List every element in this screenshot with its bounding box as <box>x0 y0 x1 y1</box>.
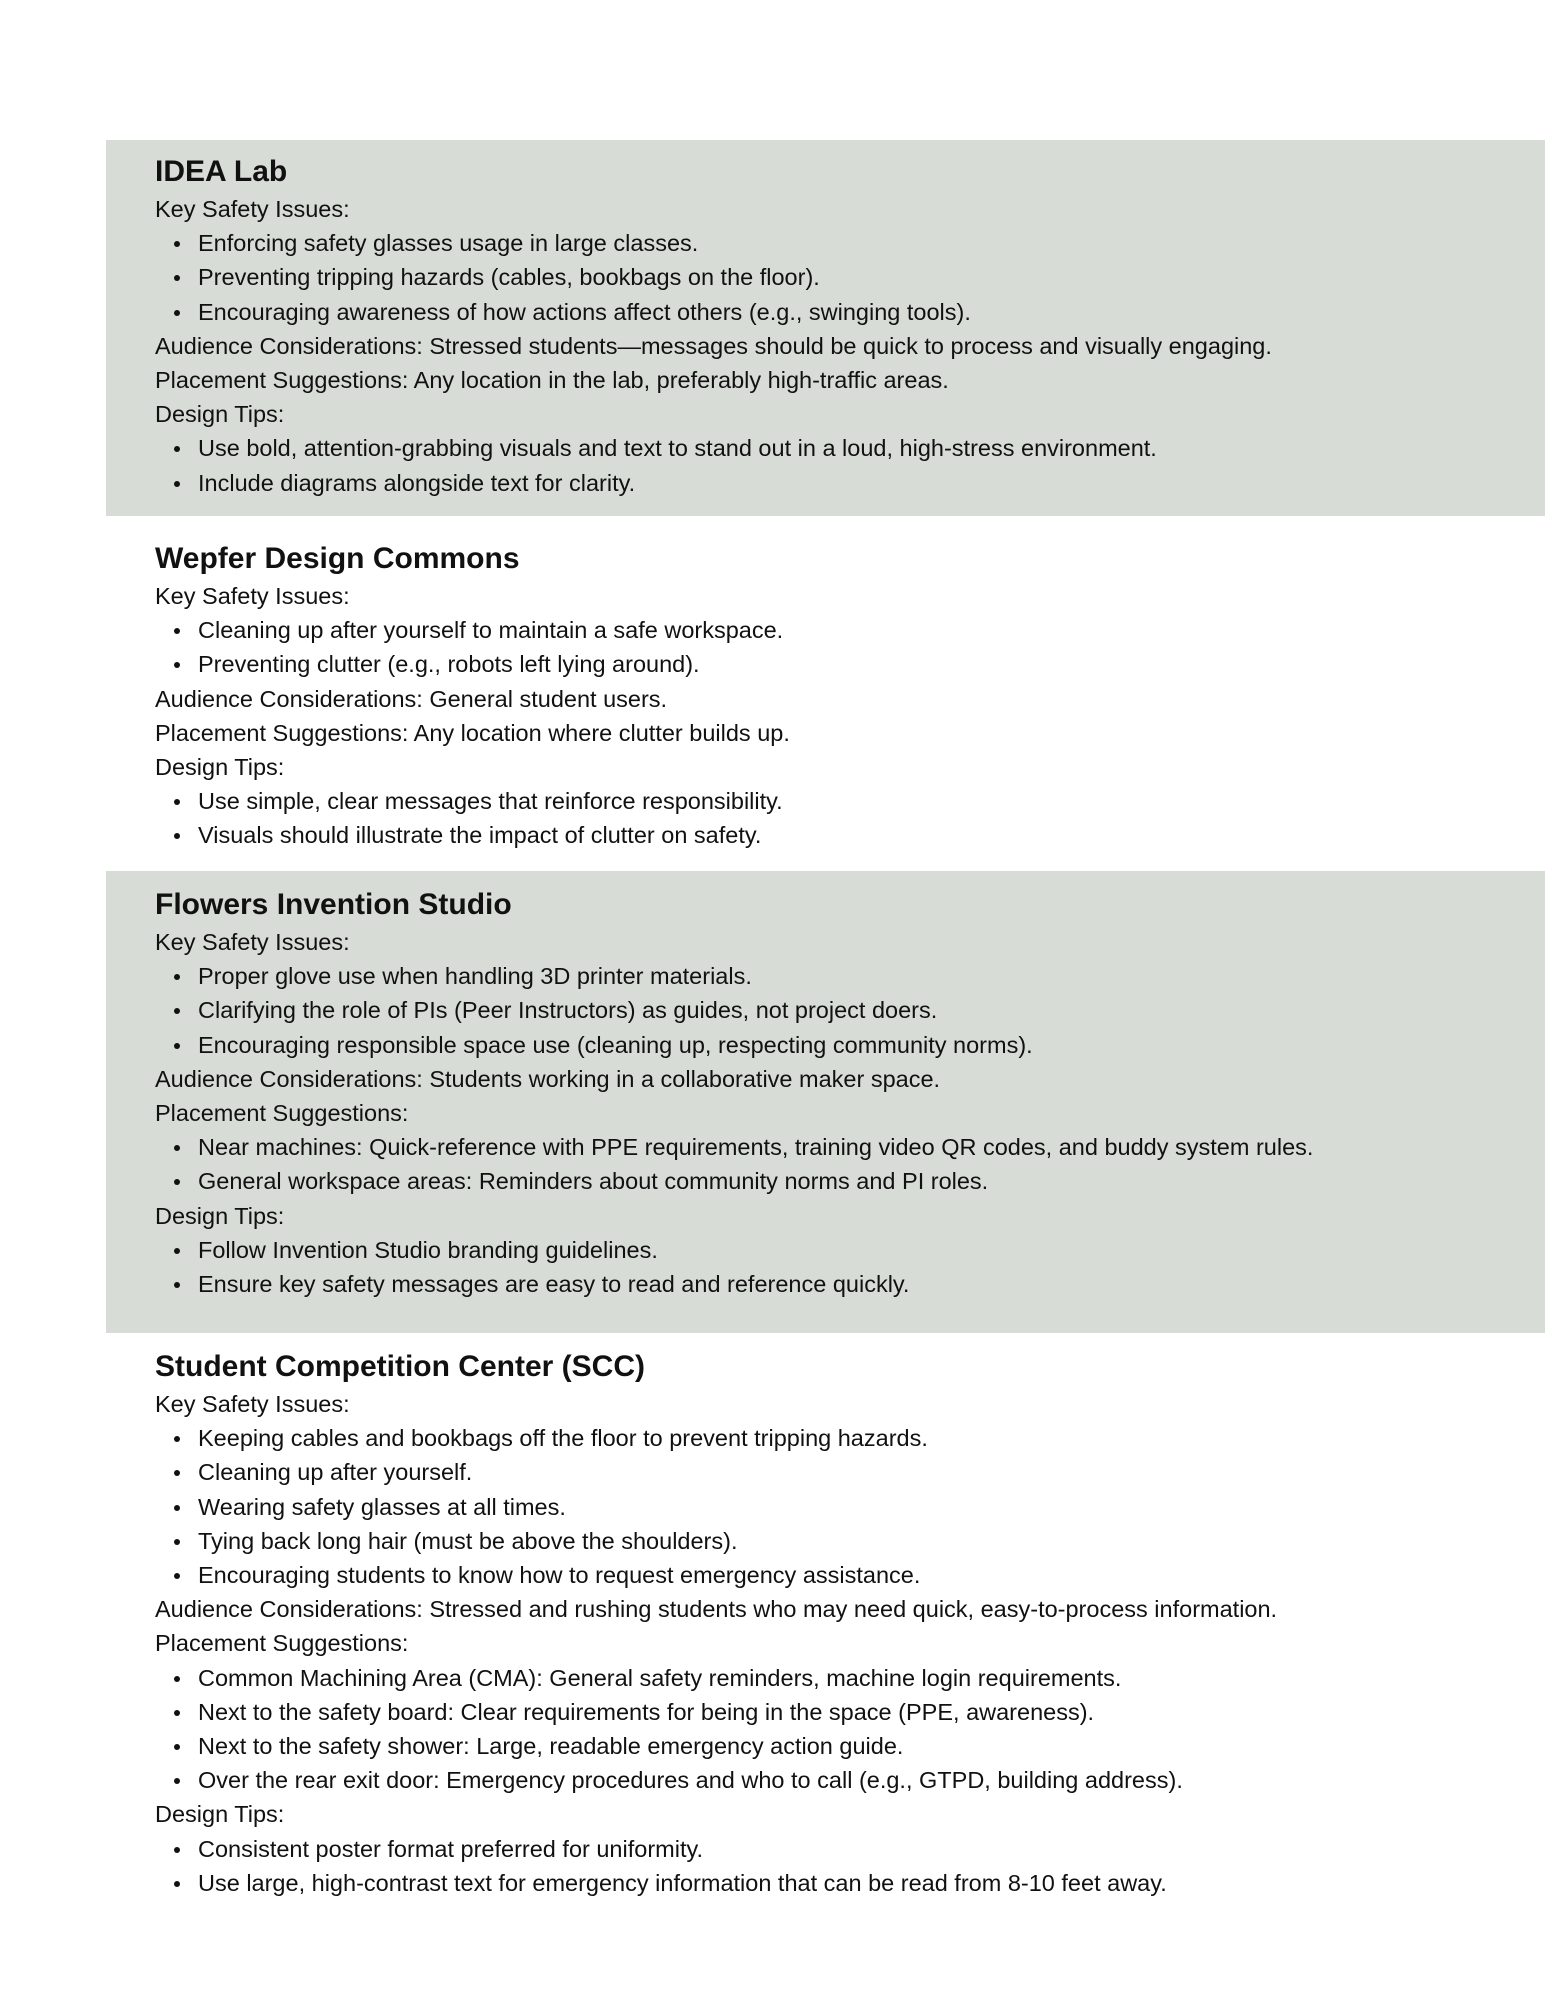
list-item: Visuals should illustrate the impact of clutter on safety. <box>155 818 1545 852</box>
list-item: Ensure key safety messages are easy to read and reference quickly. <box>155 1267 1545 1301</box>
audience-considerations: Audience Considerations: Stressed students—messages should be quick to process and visually engaging. <box>155 332 1272 359</box>
key-safety-list <box>155 613 1545 681</box>
list-item: Use bold, attention-grabbing visuals and text to stand out in a loud, high-stress environment. <box>155 431 1545 465</box>
section-title: Flowers Invention Studio <box>155 888 512 921</box>
list-item: General workspace areas: Reminders about community norms and PI roles. <box>155 1164 1545 1198</box>
list-item: Encouraging responsible space use (cleaning up, respecting community norms). <box>155 1028 1545 1062</box>
key-safety-label: Key Safety Issues: <box>155 583 350 609</box>
key-safety-list <box>155 959 1545 1062</box>
list-item: Proper glove use when handling 3D printer materials. <box>155 959 1545 993</box>
placement-suggestions-list <box>155 1130 1545 1198</box>
section-idea-lab <box>106 140 1545 516</box>
design-tips-label: Design Tips: <box>155 401 285 428</box>
list-item: Preventing clutter (e.g., robots left lying around). <box>155 647 1545 681</box>
list-item: Tying back long hair (must be above the shoulders). <box>155 1524 1545 1558</box>
design-tips-list <box>155 431 1545 499</box>
section-student-competition-center <box>106 1333 1545 1913</box>
audience-considerations: Audience Considerations: Stressed and rushing students who may need quick, easy-to-process information. <box>155 1596 1278 1623</box>
list-item: Next to the safety board: Clear requirements for being in the space (PPE, awareness). <box>155 1695 1545 1729</box>
list-item: Enforcing safety glasses usage in large classes. <box>155 226 1545 260</box>
list-item: Preventing tripping hazards (cables, bookbags on the floor). <box>155 260 1545 294</box>
key-safety-label: Key Safety Issues: <box>155 196 350 222</box>
placement-suggestions: Placement Suggestions: Any location in the lab, preferably high-traffic areas. <box>155 367 949 394</box>
audience-considerations: Audience Considerations: General student users. <box>155 685 668 712</box>
list-item: Follow Invention Studio branding guidelines. <box>155 1233 1545 1267</box>
placement-suggestions-label: Placement Suggestions: <box>155 1630 409 1657</box>
section-title: IDEA Lab <box>155 155 288 188</box>
list-item: Include diagrams alongside text for clarity. <box>155 466 1545 500</box>
list-item: Near machines: Quick-reference with PPE requirements, training video QR codes, and buddy system rules. <box>155 1130 1545 1164</box>
list-item: Over the rear exit door: Emergency procedures and who to call (e.g., GTPD, building address). <box>155 1763 1545 1797</box>
section-flowers-invention-studio <box>106 871 1545 1333</box>
list-item: Common Machining Area (CMA): General safety reminders, machine login requirements. <box>155 1661 1545 1695</box>
section-title: Wepfer Design Commons <box>155 542 520 575</box>
list-item: Use large, high-contrast text for emergency information that can be read from 8-10 feet away. <box>155 1866 1545 1900</box>
list-item: Consistent poster format preferred for uniformity. <box>155 1832 1545 1866</box>
list-item: Keeping cables and bookbags off the floor to prevent tripping hazards. <box>155 1421 1545 1455</box>
list-item: Clarifying the role of PIs (Peer Instructors) as guides, not project doers. <box>155 993 1545 1027</box>
audience-considerations: Audience Considerations: Students working in a collaborative maker space. <box>155 1065 941 1092</box>
design-tips-label: Design Tips: <box>155 1801 285 1828</box>
key-safety-label: Key Safety Issues: <box>155 1391 350 1417</box>
key-safety-list <box>155 1421 1545 1592</box>
list-item: Cleaning up after yourself to maintain a safe workspace. <box>155 613 1545 647</box>
design-tips-label: Design Tips: <box>155 754 285 781</box>
list-item: Use simple, clear messages that reinforce responsibility. <box>155 784 1545 818</box>
section-title: Student Competition Center (SCC) <box>155 1350 645 1383</box>
design-tips-list <box>155 1832 1545 1900</box>
key-safety-list <box>155 226 1545 329</box>
list-item: Encouraging students to know how to request emergency assistance. <box>155 1558 1545 1592</box>
design-tips-list <box>155 1233 1545 1301</box>
design-tips-list <box>155 784 1545 852</box>
placement-suggestions-label: Placement Suggestions: <box>155 1100 409 1127</box>
key-safety-label: Key Safety Issues: <box>155 929 350 955</box>
placement-suggestions-list <box>155 1661 1545 1798</box>
placement-suggestions: Placement Suggestions: Any location where clutter builds up. <box>155 719 790 746</box>
section-wepfer-design-commons <box>106 529 1545 867</box>
list-item: Wearing safety glasses at all times. <box>155 1490 1545 1524</box>
design-tips-label: Design Tips: <box>155 1202 285 1229</box>
list-item: Cleaning up after yourself. <box>155 1455 1545 1489</box>
list-item: Encouraging awareness of how actions affect others (e.g., swinging tools). <box>155 295 1545 329</box>
list-item: Next to the safety shower: Large, readable emergency action guide. <box>155 1729 1545 1763</box>
